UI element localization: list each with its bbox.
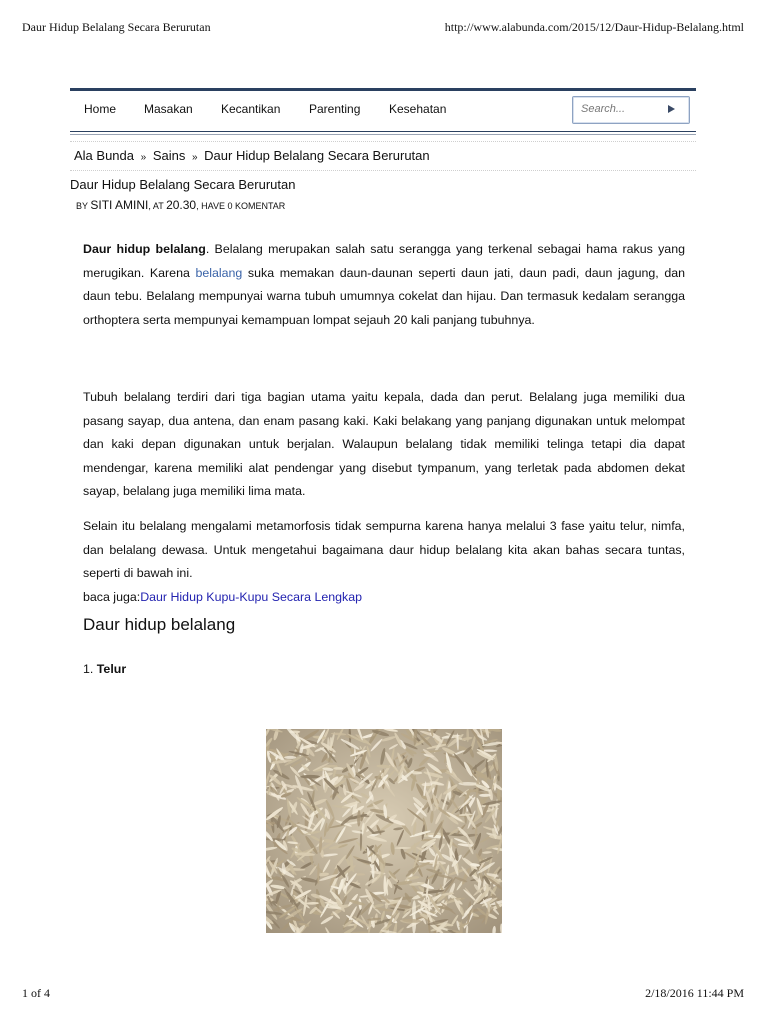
egg-grain — [284, 756, 296, 759]
intro-bold-term: Daur hidup belalang — [83, 242, 206, 256]
belalang-link[interactable]: belalang — [195, 265, 243, 280]
breadcrumb — [74, 148, 430, 163]
nav-item-kesehatan[interactable]: Kesehatan — [389, 102, 447, 116]
breadcrumb-bottom-divider — [70, 170, 696, 171]
print-header-title: Daur Hidup Belalang Secara Berurutan — [22, 20, 211, 34]
search-submit-icon[interactable] — [668, 105, 675, 113]
step-label: Telur — [96, 662, 127, 676]
breadcrumb-top-divider — [70, 141, 696, 142]
print-header — [22, 20, 744, 36]
section-heading: Daur hidup belalang — [83, 615, 236, 634]
byline-by-label: BY — [76, 201, 88, 211]
print-footer-page: 1 of 4 — [22, 986, 50, 1000]
paragraph-metamorphosis — [83, 515, 685, 609]
nav-item-parenting[interactable]: Parenting — [309, 102, 361, 116]
search-input[interactable] — [581, 103, 661, 115]
breadcrumb-separator: » — [191, 152, 198, 163]
nav-item-masakan[interactable]: Masakan — [144, 102, 193, 116]
see-also-link[interactable]: Daur Hidup Kupu-Kupu Secara Lengkap — [140, 589, 362, 604]
paragraph-intro — [83, 238, 685, 332]
nav-item-kecantikan[interactable]: Kecantikan — [221, 102, 281, 116]
intro-text-b: suka memakan daun-daunan seperti daun jati, daun padi, daun jagung, dan daun tebu. Belalang mempunyai warna tubuh umumnya cokelat dan hijau. Dan termasuk kedalam serangga orthoptera serta mempunyai kemampuan lompat sejauh 20 kali panjang tubuhnya. — [83, 265, 685, 327]
post-title: Daur Hidup Belalang Secara Berurutan — [70, 177, 296, 192]
nav-underline — [70, 134, 696, 135]
breadcrumb-category[interactable]: Sains — [152, 148, 186, 163]
byline-comments[interactable]: , HAVE 0 KOMENTAR — [196, 201, 286, 211]
paragraph-anatomy: Tubuh belalang terdiri dari tiga bagian utama yaitu kepala, dada dan perut. Belalang juga memiliki dua pasang sayap, dua antena, dan enam pasang kaki. Kaki belakang yang panjang digunakan untuk melompat dan kaki depan digunakan untuk berjalan. Walaupun belalang tidak memiliki telinga tetapi dia dapat mendengar, karena memiliki alat pendengar yang disebut tympanum, yang terletak pada abdomen dekat sayap, belalang juga memiliki lima mata. — [83, 390, 685, 498]
metamorphosis-text: Selain itu belalang mengalami metamorfosis tidak sempurna karena hanya melalui 3 fase yaitu telur, nimfa, dan belalang dewasa. Untuk mengetahui bagaimana daur hidup belalang kita akan bahas secara tuntas, seperti di bawah ini. — [83, 519, 685, 580]
nav-item-home[interactable]: Home — [84, 102, 117, 116]
print-footer-datetime: 2/18/2016 11:44 PM — [645, 986, 744, 1000]
step-number: 1. — [83, 662, 97, 676]
print-footer — [22, 986, 744, 1002]
byline-time[interactable]: 20.30 — [166, 198, 197, 212]
post-byline — [76, 198, 285, 212]
step-heading — [83, 662, 126, 676]
see-also-label: baca juga: — [83, 589, 141, 604]
print-header-url: http://www.alabunda.com/2015/12/Daur-Hidup-Belalang.html — [444, 20, 744, 34]
top-nav — [70, 88, 696, 132]
byline-author[interactable]: SITI AMINI — [90, 198, 149, 212]
intro-text-a: . Belalang merupakan salah satu serangga yang terkenal sebagai hama rakus yang merugikan. Karena — [83, 242, 685, 280]
byline-at-label: , AT — [148, 201, 164, 211]
search-box — [572, 96, 690, 124]
eggs-texture-svg — [266, 729, 502, 933]
breadcrumb-current: Daur Hidup Belalang Secara Berurutan — [204, 148, 430, 163]
breadcrumb-home[interactable]: Ala Bunda — [74, 148, 134, 163]
breadcrumb-separator: » — [140, 152, 147, 163]
egg-grain — [497, 788, 501, 802]
grasshopper-eggs-image — [266, 729, 502, 933]
